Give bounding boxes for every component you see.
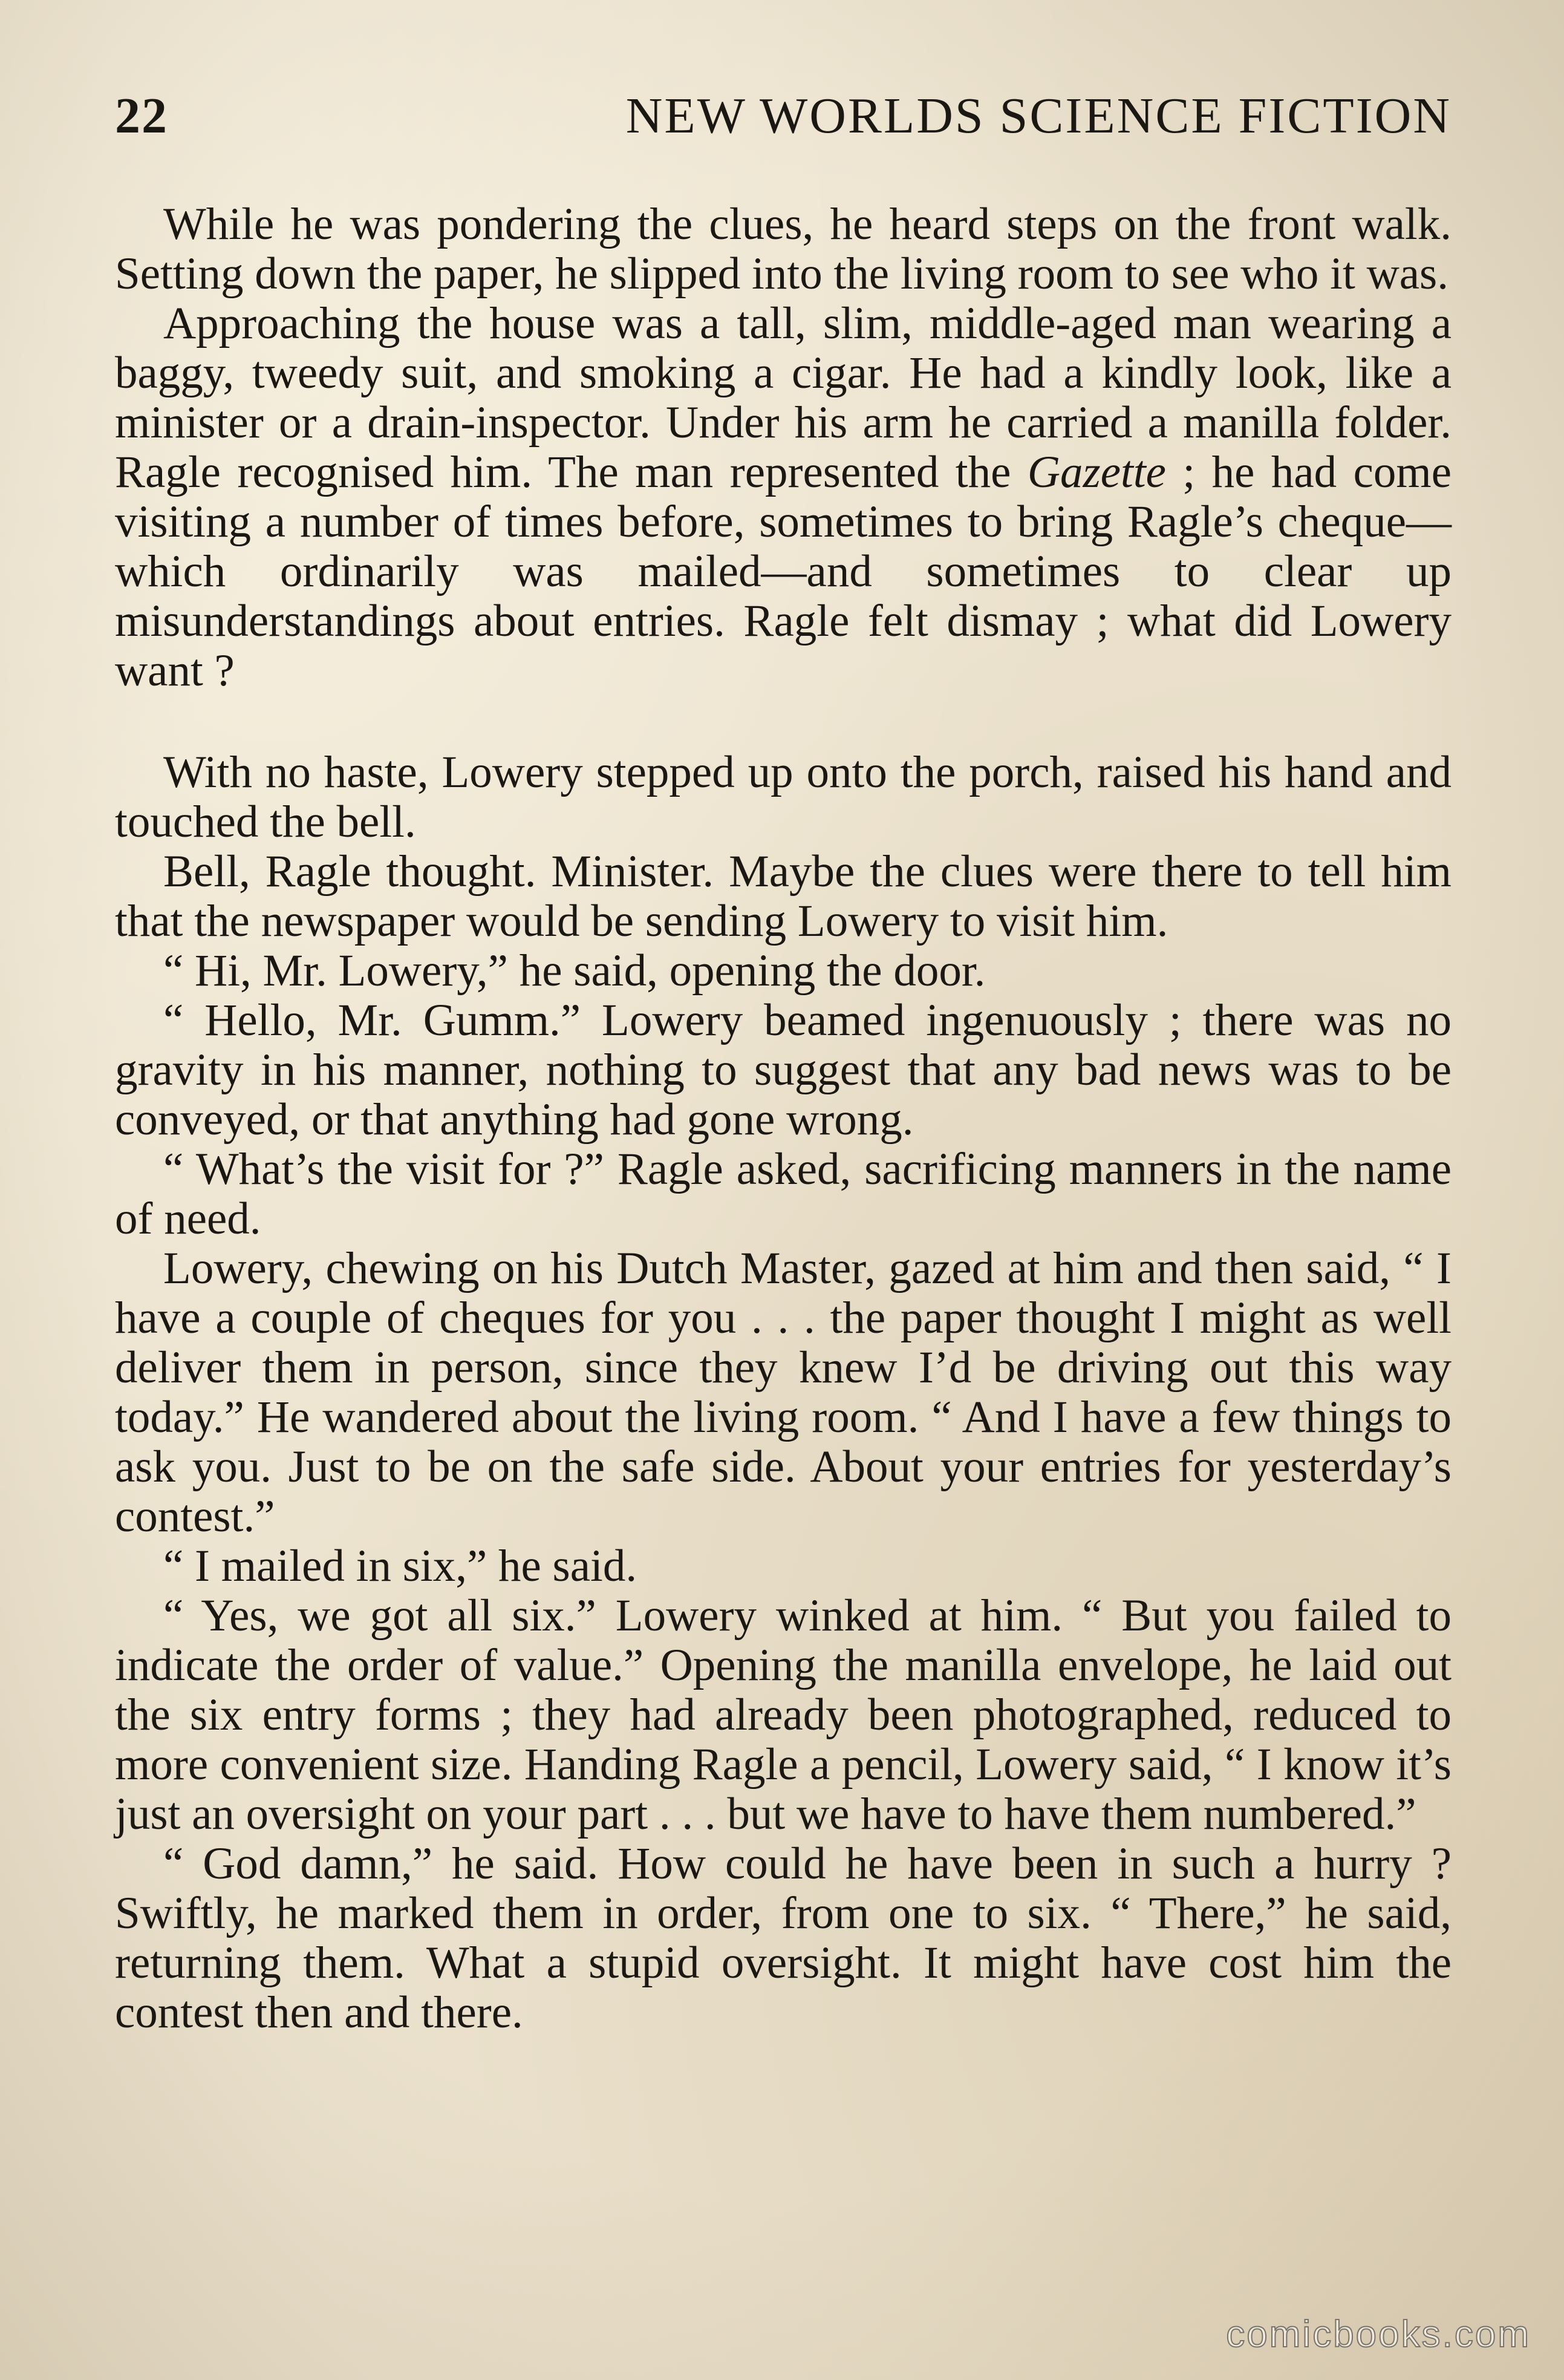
paragraph: With no haste, Lowery stepped up onto the porch, raised his hand and touched the bell. xyxy=(115,747,1452,847)
paragraph: While he was pondering the clues, he heard steps on the front walk. Setting down the paper, he slipped into the living room to see who it was. xyxy=(115,199,1452,299)
paragraph: “ Hi, Mr. Lowery,” he said, opening the door. xyxy=(163,946,986,996)
paragraph-text: Approaching the house was a tall, slim, middle-aged man wearing a baggy, tweedy suit, and smoking a cigar. He had a kindly look, like a minister or a drain-inspector. Under his arm he carried a manilla folder. Ragle recognised him. The man represented the xyxy=(115,298,1452,497)
body-text xyxy=(115,200,1452,2038)
paragraph: “ Yes, we got all six.” Lowery winked at him. “ But you failed to indicate the order of value.” Opening the manilla envelope, he laid out the six entry forms ; they had already been photographed, reduced to more convenient size. Handing Ragle a pencil, Lowery said, “ I know it’s just an oversight on your part . . . but we have to have them numbered.” xyxy=(115,1590,1452,1839)
book-page xyxy=(115,88,1452,2038)
paragraph: Bell, Ragle thought. Minister. Maybe the clues were there to tell him that the newspaper would be sending Lowery to visit him. xyxy=(115,846,1452,946)
publication-title: NEW WORLDS SCIENCE FICTION xyxy=(625,88,1452,144)
paragraph: “ Hello, Mr. Gumm.” Lowery beamed ingenuously ; there was no gravity in his manner, nothing to suggest that any bad news was to be conveyed, or that anything had gone wrong. xyxy=(115,995,1452,1145)
page-number: 22 xyxy=(115,88,168,144)
italic-title: Gazette xyxy=(1027,447,1166,497)
paragraph-text: ; he had come visiting a number of times before, sometimes to bring Ragle’s cheque—which ordinarily was mailed—and sometimes to clear up misunderstandings about entries. Ragle felt dismay ; what did Lowery want ? xyxy=(115,447,1452,696)
paragraph: “ What’s the visit for ?” Ragle asked, sacrificing manners in the name of need. xyxy=(115,1144,1452,1244)
paragraph: Lowery, chewing on his Dutch Master, gazed at him and then said, “ I have a couple of cheques for you . . . the paper thought I might as well deliver them in person, since they knew I’d be driving out this way today.” He wandered about the living room. “ And I have a few things to ask you. Just to be on the safe side. About your entries for yesterday’s contest.” xyxy=(115,1243,1452,1541)
section-break xyxy=(115,696,1452,748)
running-head xyxy=(115,88,1452,144)
paragraph: “ I mailed in six,” he said. xyxy=(163,1541,637,1591)
paragraph: “ God damn,” he said. How could he have been in such a hurry ? Swiftly, he marked them in order, from one to six. “ There,” he said, returning them. What a stupid oversight. It might have cost him the contest then and there. xyxy=(115,1839,1452,2038)
paragraph xyxy=(115,299,1452,696)
watermark: comicbooks.com xyxy=(1226,2313,1531,2355)
